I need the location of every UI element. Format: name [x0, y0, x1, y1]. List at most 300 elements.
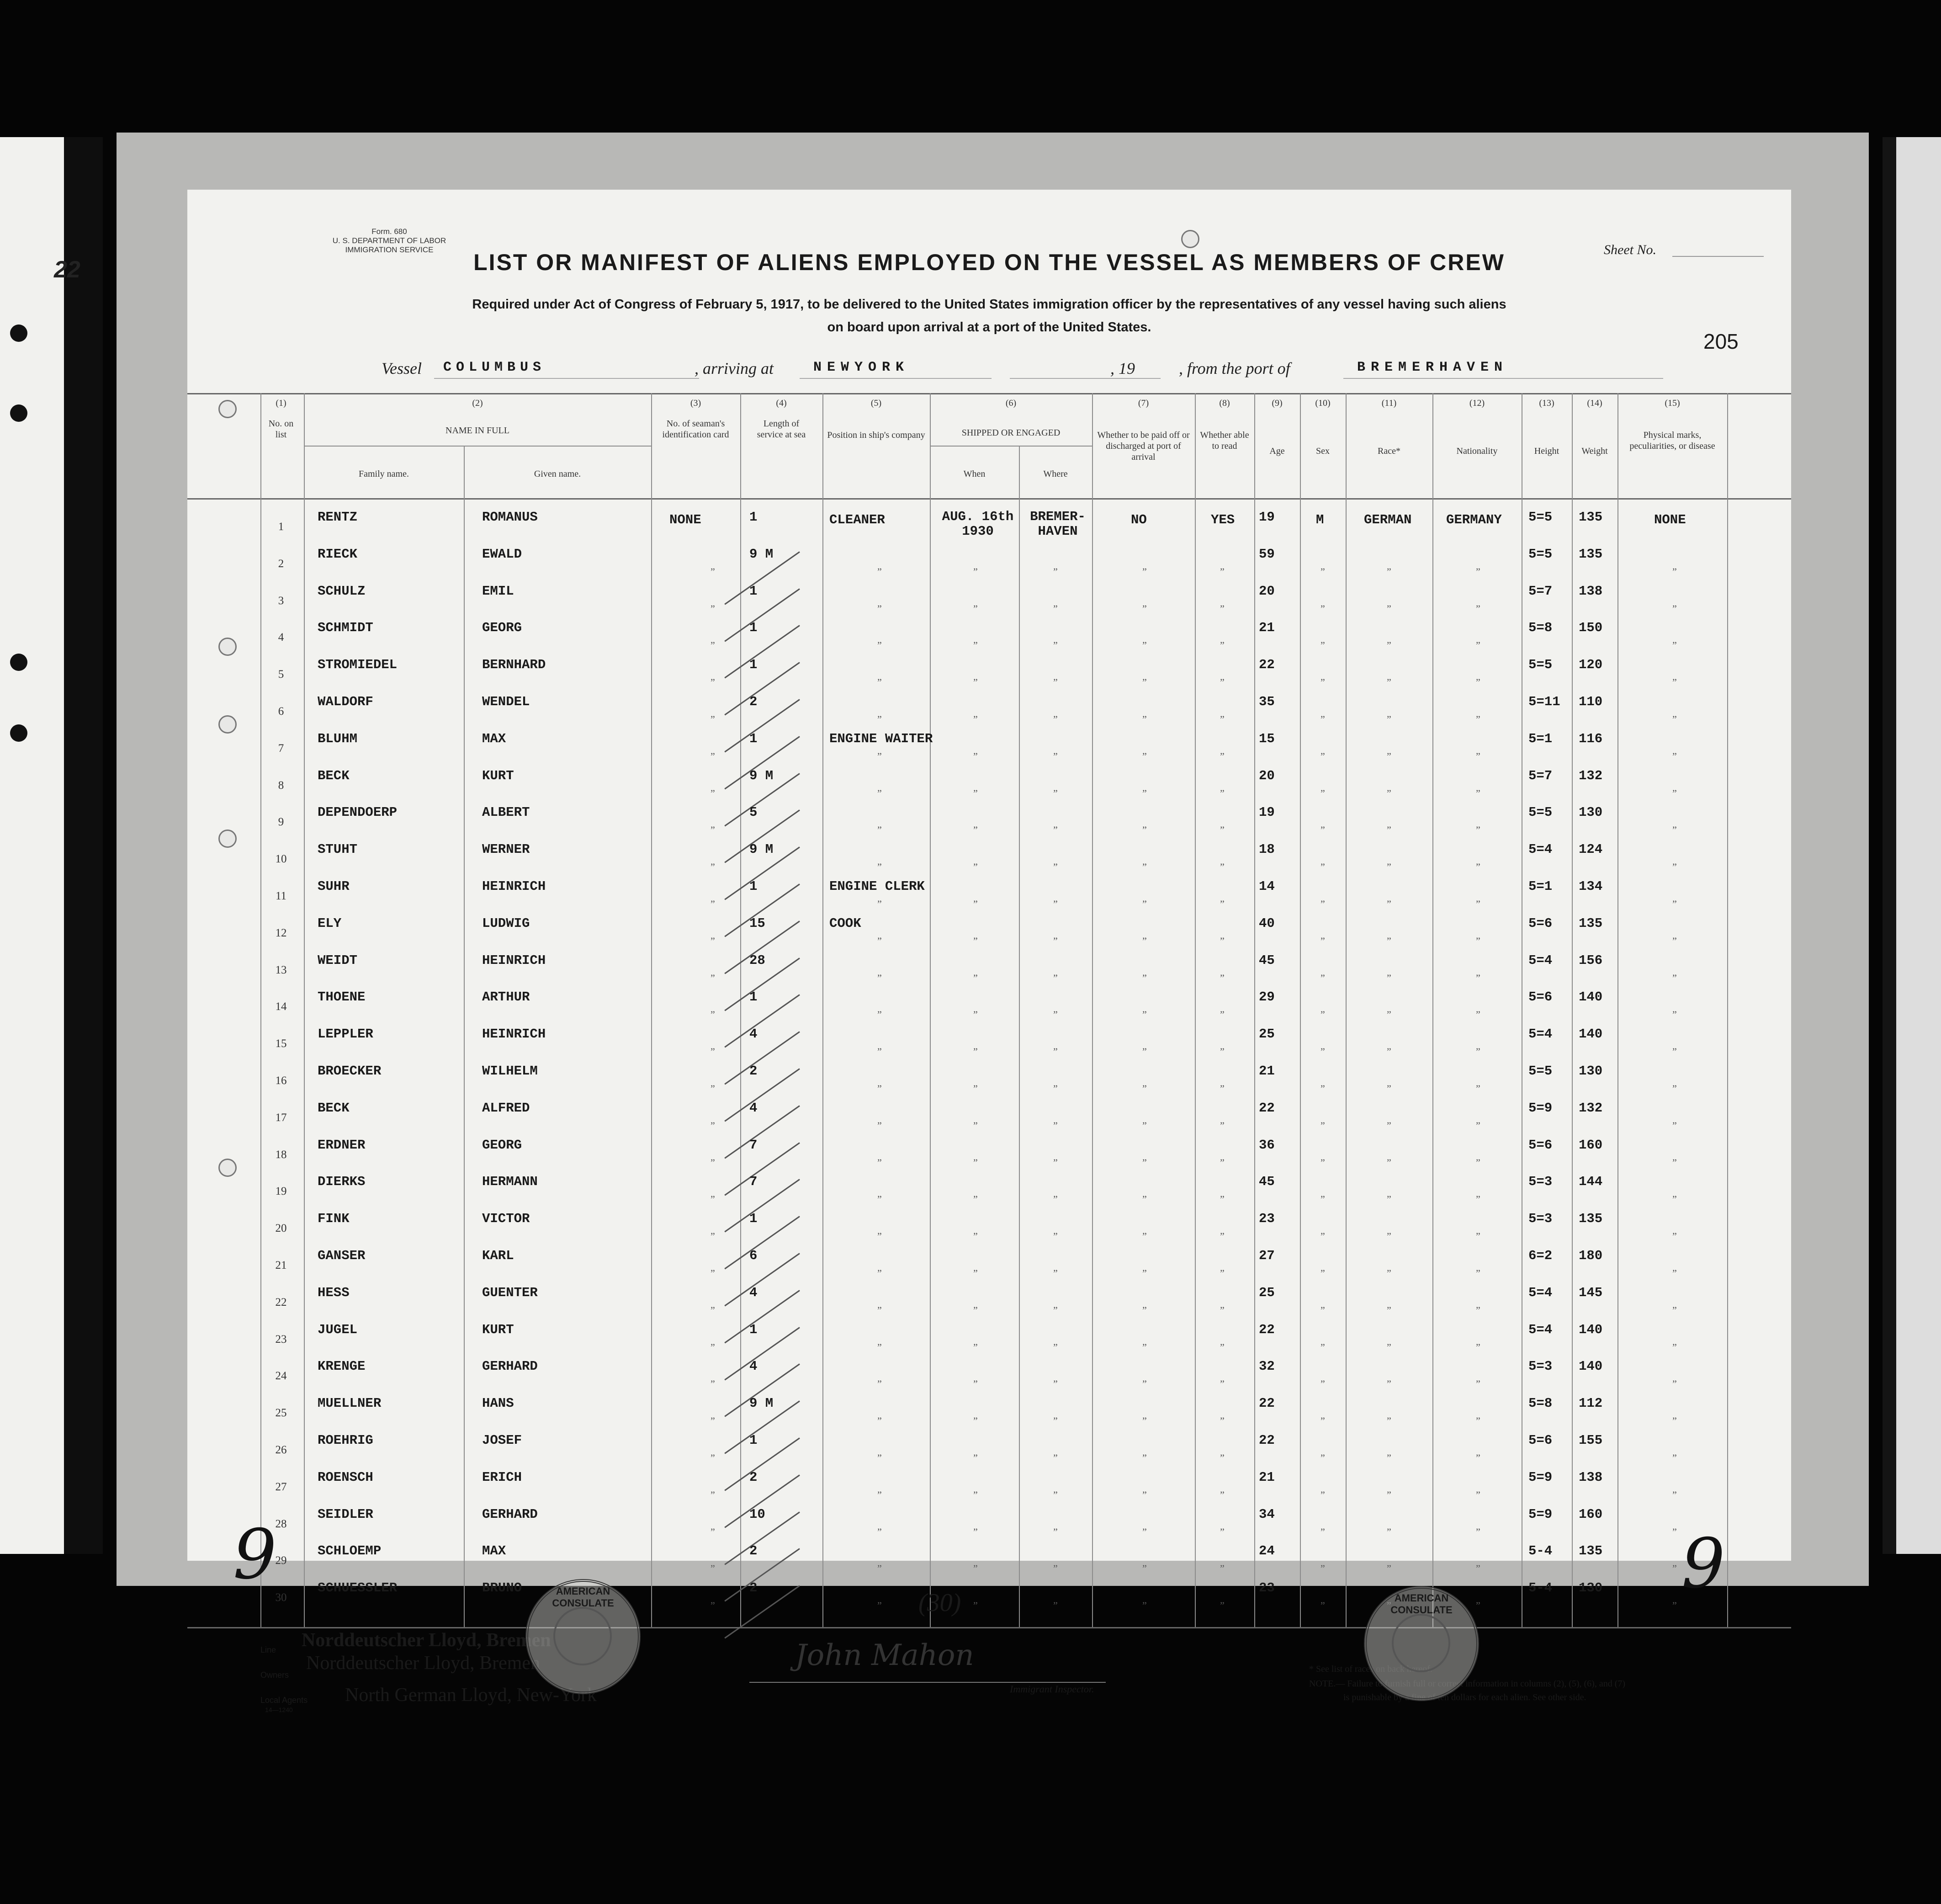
col-num-1: (1) [276, 398, 286, 408]
vessel-name: COLUMBUS [443, 360, 546, 375]
family-name: BECK [318, 1101, 350, 1116]
ditto-mark: „ [1672, 1040, 1677, 1052]
ditto-mark: „ [1476, 745, 1480, 756]
height: 5=1 [1528, 731, 1553, 746]
col-header-able-read: Whether able to read [1200, 430, 1249, 451]
family-name: JUGEL [318, 1322, 358, 1337]
from-port: BREMERHAVEN [1357, 360, 1508, 375]
ditto-mark: „ [1476, 893, 1480, 904]
ditto-mark: „ [877, 1299, 882, 1310]
ditto-mark: „ [711, 1225, 715, 1236]
ditto-mark: „ [711, 745, 715, 756]
family-name: ROENSCH [318, 1470, 373, 1485]
ditto-mark: „ [1053, 1447, 1058, 1458]
family-name: RENTZ [318, 510, 358, 525]
from-port-label: , from the port of [1179, 359, 1290, 378]
ditto-mark: „ [1220, 1447, 1225, 1458]
ditto-mark: „ [1387, 1336, 1391, 1347]
ditto-mark: „ [1476, 1336, 1480, 1347]
height: 5=4 [1528, 1026, 1553, 1042]
ditto-mark: „ [877, 819, 882, 830]
given-name: ARTHUR [482, 989, 530, 1005]
ditto-mark: „ [1220, 782, 1225, 793]
weight: 135 [1579, 547, 1603, 562]
ditto-mark: „ [1387, 597, 1391, 609]
eagle-emblem [553, 1607, 612, 1665]
signature-line [749, 1682, 1106, 1683]
age: 32 [1259, 1359, 1275, 1374]
weight: 132 [1579, 1101, 1603, 1116]
ditto-mark: „ [1387, 560, 1391, 572]
punch-hole [10, 324, 27, 342]
length-of-service: 4 [749, 1026, 758, 1042]
ditto-mark: „ [1672, 930, 1677, 941]
film-margin-right [1883, 137, 1941, 1554]
ditto-mark: „ [1142, 1262, 1147, 1273]
ditto-mark: „ [1053, 1077, 1058, 1089]
ditto-mark: „ [711, 893, 715, 904]
ditto-mark: „ [877, 1188, 882, 1199]
age: 19 [1259, 805, 1275, 820]
ditto-mark: „ [1672, 597, 1677, 609]
ditto-mark: „ [1220, 671, 1225, 682]
ditto-mark: „ [1321, 1557, 1325, 1569]
header-bottom-rule [187, 498, 1791, 500]
ditto-mark: „ [1672, 1594, 1677, 1606]
length-of-service: 2 [749, 1064, 758, 1079]
ditto-mark: „ [1672, 671, 1677, 682]
ditto-mark: „ [711, 708, 715, 719]
crew-count-circled: (30) [918, 1589, 961, 1617]
weight: 138 [1579, 584, 1603, 599]
ditto-mark: „ [877, 782, 882, 793]
ditto-mark: „ [1142, 1299, 1147, 1310]
ditto-mark: „ [1387, 1484, 1391, 1495]
col-header-position: Position in ship's company [827, 430, 925, 440]
ditto-mark: „ [1387, 1262, 1391, 1273]
ditto-mark: „ [1476, 819, 1480, 830]
ditto-mark: „ [1476, 1077, 1480, 1089]
row-number: 13 [275, 964, 287, 976]
length-of-service: 7 [749, 1174, 758, 1189]
age: 25 [1259, 1285, 1275, 1300]
col-header-sex: Sex [1316, 446, 1330, 456]
ditto-mark: „ [1387, 1077, 1391, 1089]
ditto-mark: „ [1387, 893, 1391, 904]
age: 21 [1259, 620, 1275, 635]
ditto-mark: „ [1220, 1151, 1225, 1163]
col-num-12: (12) [1469, 398, 1485, 408]
ditto-mark: „ [711, 1557, 715, 1569]
ditto-mark: „ [711, 671, 715, 682]
ditto-mark: „ [973, 1262, 978, 1273]
ditto-mark: „ [1387, 634, 1391, 645]
column-rule [1346, 393, 1347, 1627]
ditto-mark: „ [1476, 1447, 1480, 1458]
ditto-mark: „ [1672, 1409, 1677, 1421]
ditto-mark: „ [711, 967, 715, 978]
ditto-mark: „ [1220, 1262, 1225, 1273]
height: 5=4 [1528, 842, 1553, 857]
height: 5=11 [1528, 694, 1560, 709]
ditto-mark: „ [1220, 1336, 1225, 1347]
ditto-mark: „ [1220, 708, 1225, 719]
ditto-mark: „ [1476, 1594, 1480, 1606]
ditto-mark: „ [1053, 1372, 1058, 1384]
ditto-mark: „ [1321, 930, 1325, 941]
ditto-mark: „ [1321, 1594, 1325, 1606]
weight: 145 [1579, 1285, 1603, 1300]
given-name: WERNER [482, 842, 530, 857]
ditto-mark: „ [1142, 1151, 1147, 1163]
ditto-mark: „ [973, 634, 978, 645]
ditto-mark: „ [877, 634, 882, 645]
ditto-mark: „ [973, 1336, 978, 1347]
ditto-mark: „ [1321, 1114, 1325, 1126]
row-number: 17 [275, 1112, 287, 1124]
ditto-mark: „ [1220, 597, 1225, 609]
col-header-weight: Weight [1581, 446, 1608, 456]
length-of-service: 9 M [749, 842, 774, 857]
ditto-mark: „ [1321, 1521, 1325, 1532]
ditto-mark: „ [1220, 1521, 1225, 1532]
ditto-mark: „ [1053, 708, 1058, 719]
ditto-mark: „ [1672, 893, 1677, 904]
ditto-mark: „ [711, 819, 715, 830]
given-name: JOSEF [482, 1433, 522, 1448]
ditto-mark: „ [1672, 1484, 1677, 1495]
ditto-mark: „ [1321, 1484, 1325, 1495]
height: 5=4 [1528, 1322, 1553, 1337]
row-number: 12 [275, 927, 287, 939]
height: 5=5 [1528, 547, 1553, 562]
col-num-6: (6) [1005, 398, 1017, 408]
ditto-mark: „ [1142, 1336, 1147, 1347]
ditto-mark: „ [1053, 1557, 1058, 1569]
col-num-5: (5) [870, 398, 882, 408]
given-name: GUENTER [482, 1285, 538, 1300]
column-rule [1572, 393, 1573, 1627]
family-name: ROEHRIG [318, 1433, 373, 1448]
note-line1: NOTE.— Failure to furnish full or correct information in columns (2), (5), (6), and (7) [1309, 1679, 1626, 1689]
family-name: SCHMIDT [318, 620, 373, 635]
ditto-mark: „ [877, 597, 882, 609]
ditto-mark: „ [1142, 1003, 1147, 1015]
height: 5=3 [1528, 1359, 1553, 1374]
family-name: WEIDT [318, 953, 358, 968]
ditto-mark: „ [711, 1409, 715, 1421]
given-name: GEORG [482, 1138, 522, 1153]
length-of-service: 6 [749, 1248, 758, 1263]
row-number: 24 [275, 1370, 287, 1382]
ditto-mark: „ [973, 1557, 978, 1569]
agents-value: North German Lloyd, New-York [345, 1685, 597, 1706]
ditto-mark: „ [1476, 1409, 1480, 1421]
ditto-mark: „ [1220, 1077, 1225, 1089]
row-number: 4 [278, 631, 284, 644]
column-rule [1432, 393, 1433, 1627]
ditto-mark: „ [1672, 967, 1677, 978]
ditto-mark: „ [1321, 1372, 1325, 1384]
family-name: GANSER [318, 1248, 366, 1263]
col-num-13: (13) [1539, 398, 1554, 408]
ditto-mark: „ [1053, 560, 1058, 572]
ditto-mark: „ [877, 856, 882, 867]
length-of-service: 1 [749, 1211, 758, 1226]
ditto-mark: „ [1387, 1114, 1391, 1126]
age: 15 [1259, 731, 1275, 746]
ditto-mark: „ [1672, 1372, 1677, 1384]
ditto-mark: „ [1387, 1151, 1391, 1163]
ditto-mark: „ [1142, 708, 1147, 719]
height: 5=4 [1528, 1285, 1553, 1300]
row-1-nationality: GERMANY [1446, 512, 1502, 527]
length-of-service: 5 [749, 805, 758, 820]
row-number: 2 [278, 558, 284, 570]
ditto-mark: „ [1220, 1003, 1225, 1015]
page-number: 205 [1703, 330, 1739, 353]
family-name: SCHLOEMP [318, 1543, 382, 1558]
ditto-mark: „ [1053, 856, 1058, 867]
handwritten-left-number: 9 [233, 1515, 277, 1595]
ditto-mark: „ [877, 1040, 882, 1052]
ditto-mark: „ [1476, 967, 1480, 978]
length-of-service: 10 [749, 1507, 765, 1522]
arriving-line [800, 378, 992, 379]
given-name: LUDWIG [482, 916, 530, 931]
ditto-mark: „ [1672, 1447, 1677, 1458]
col-header-when: When [963, 469, 986, 479]
ditto-mark: „ [1053, 1225, 1058, 1236]
ditto-mark: „ [1053, 930, 1058, 941]
height: 5=5 [1528, 510, 1553, 525]
film-margin-left [0, 137, 103, 1554]
ditto-mark: „ [1142, 1372, 1147, 1384]
position: ENGINE CLERK [829, 879, 925, 894]
length-of-service: 2 [749, 694, 758, 709]
owners-label: Owners [260, 1670, 289, 1680]
length-of-service: 2 [749, 1470, 758, 1485]
age: 22 [1259, 1322, 1275, 1337]
ditto-mark: „ [1476, 560, 1480, 572]
family-name: SEIDLER [318, 1507, 373, 1522]
from-port-line [1343, 378, 1663, 379]
age: 20 [1259, 768, 1275, 783]
ditto-mark: „ [1672, 1151, 1677, 1163]
col-header-marks: Physical marks, peculiarities, or disease [1629, 430, 1715, 451]
ditto-mark: „ [973, 1409, 978, 1421]
ditto-mark: „ [1142, 671, 1147, 682]
age: 22 [1259, 657, 1275, 672]
position: COOK [829, 916, 861, 931]
row-number: 21 [275, 1259, 287, 1271]
ditto-mark: „ [711, 1262, 715, 1273]
ditto-mark: „ [1053, 1262, 1058, 1273]
ditto-mark: „ [1672, 1299, 1677, 1310]
ditto-mark: „ [1387, 708, 1391, 719]
family-name: ERDNER [318, 1138, 366, 1153]
row-1-marks: NONE [1654, 512, 1686, 527]
inspector-signature: John Mahon [795, 1638, 974, 1672]
date-line [1010, 378, 1161, 379]
given-name: GEORG [482, 620, 522, 635]
ditto-mark: „ [1220, 1484, 1225, 1495]
ditto-mark: „ [1321, 1262, 1325, 1273]
age: 21 [1259, 1064, 1275, 1079]
ditto-mark: „ [1321, 634, 1325, 645]
column-rule [1254, 393, 1255, 1627]
ditto-mark: „ [1387, 1594, 1391, 1606]
ditto-mark: „ [1321, 708, 1325, 719]
age: 59 [1259, 547, 1275, 562]
ditto-mark: „ [973, 1594, 978, 1606]
ditto-mark: „ [1220, 856, 1225, 867]
column-rule [464, 446, 465, 1627]
col-num-11: (11) [1381, 398, 1397, 408]
ditto-mark: „ [877, 1262, 882, 1273]
manifest-sheet [187, 190, 1791, 1713]
ditto-mark: „ [1321, 856, 1325, 867]
ditto-mark: „ [1672, 1077, 1677, 1089]
age: 27 [1259, 1248, 1275, 1263]
given-name: BERNHARD [482, 657, 546, 672]
ditto-mark: „ [1053, 1299, 1058, 1310]
row-number: 11 [275, 890, 287, 902]
given-name: VICTOR [482, 1211, 530, 1226]
ditto-mark: „ [1387, 967, 1391, 978]
weight: 160 [1579, 1507, 1603, 1522]
ditto-mark: „ [1672, 1003, 1677, 1015]
ditto-mark: „ [1387, 1003, 1391, 1015]
adjacent-page-strip [1896, 137, 1941, 1554]
family-name: DEPENDOERP [318, 805, 398, 820]
row-1-race: GERMAN [1364, 512, 1412, 527]
table-top-rule [187, 393, 1791, 394]
family-name: STROMIEDEL [318, 657, 398, 672]
punch-hole [218, 1159, 237, 1177]
ditto-mark: „ [877, 1521, 882, 1532]
age: 18 [1259, 842, 1275, 857]
inspector-label: Immigrant Inspector. [1010, 1683, 1094, 1695]
family-name: RIECK [318, 547, 358, 562]
family-name: SCHULZ [318, 584, 366, 599]
row-number: 27 [275, 1481, 287, 1493]
weight: 180 [1579, 1248, 1603, 1263]
given-name: EMIL [482, 584, 514, 599]
height: 5-4 [1528, 1543, 1553, 1558]
owners-value: Norddeutscher Lloyd, Bremen [306, 1653, 541, 1674]
length-of-service: 4 [749, 1285, 758, 1300]
col-num-2: (2) [472, 398, 483, 408]
col-num-3: (3) [690, 398, 701, 408]
ditto-mark: „ [1476, 597, 1480, 609]
ditto-mark: „ [1672, 819, 1677, 830]
arriving-port: NEWYORK [813, 360, 910, 375]
ditto-mark: „ [1321, 1040, 1325, 1052]
ditto-mark: „ [973, 560, 978, 572]
ditto-mark: „ [877, 1336, 882, 1347]
row-number: 1 [278, 521, 284, 533]
ditto-mark: „ [1142, 1409, 1147, 1421]
column-rule [1727, 393, 1728, 1627]
given-name: WENDEL [482, 694, 530, 709]
ditto-mark: „ [1142, 967, 1147, 978]
height: 5=3 [1528, 1174, 1553, 1189]
col-header-name-in-full: NAME IN FULL [445, 425, 509, 436]
ditto-mark: „ [1142, 597, 1147, 609]
ditto-mark: „ [1142, 560, 1147, 572]
height: 5=5 [1528, 657, 1553, 672]
ditto-mark: „ [877, 560, 882, 572]
manifest-subtitle-line1: Required under Act of Congress of February 5, 1917, to be delivered to the United States immigration officer by the representatives of any vessel having such aliens [472, 297, 1506, 312]
length-of-service: 1 [749, 879, 758, 894]
col-num-14: (14) [1587, 398, 1602, 408]
ditto-mark: „ [1053, 634, 1058, 645]
col-num-15: (15) [1665, 398, 1680, 408]
family-name: DIERKS [318, 1174, 366, 1189]
length-of-service: 7 [749, 1138, 758, 1153]
vessel-line [434, 378, 699, 379]
ditto-mark: „ [1053, 1521, 1058, 1532]
length-of-service: 1 [749, 989, 758, 1005]
weight: 130 [1579, 1580, 1603, 1596]
races-note: * See list of races on back hereof. [1309, 1664, 1432, 1674]
ditto-mark: „ [1321, 1188, 1325, 1199]
family-name: BECK [318, 768, 350, 783]
punch-hole [218, 830, 237, 848]
length-of-service: 15 [749, 916, 765, 931]
ditto-mark: „ [973, 597, 978, 609]
consulate-seal-right [1364, 1586, 1479, 1701]
column-rule [304, 393, 305, 1627]
col-header-id-card: No. of seaman's identification card [662, 419, 729, 440]
ditto-mark: „ [1053, 1594, 1058, 1606]
ditto-mark: „ [711, 1188, 715, 1199]
ditto-mark: „ [1220, 1114, 1225, 1126]
length-of-service: 1 [749, 657, 758, 672]
height: 5=3 [1528, 1211, 1553, 1226]
age: 34 [1259, 1507, 1275, 1522]
ditto-mark: „ [1476, 1521, 1480, 1532]
ditto-mark: „ [711, 597, 715, 609]
ditto-mark: „ [1142, 1077, 1147, 1089]
ditto-mark: „ [1321, 1409, 1325, 1421]
ditto-mark: „ [1142, 856, 1147, 867]
ditto-mark: „ [877, 1594, 882, 1606]
weight: 160 [1579, 1138, 1603, 1153]
ditto-mark: „ [711, 1040, 715, 1052]
ditto-mark: „ [1672, 745, 1677, 756]
height: 5=9 [1528, 1101, 1553, 1116]
given-name: MAX [482, 1543, 506, 1558]
ditto-mark: „ [1476, 1040, 1480, 1052]
footer-rule [187, 1627, 1791, 1628]
family-name: ELY [318, 916, 342, 931]
ditto-mark: „ [877, 1557, 882, 1569]
ditto-mark: „ [1476, 930, 1480, 941]
ditto-mark: „ [877, 671, 882, 682]
manifest-subtitle-line2: on board upon arrival at a port of the United States. [827, 320, 1151, 335]
age: 23 [1259, 1580, 1275, 1596]
ditto-mark: „ [1476, 1299, 1480, 1310]
ditto-mark: „ [1053, 782, 1058, 793]
ditto-mark: „ [877, 967, 882, 978]
length-of-service: 1 [749, 584, 758, 599]
column-rule [1092, 393, 1093, 1627]
ditto-mark: „ [1321, 745, 1325, 756]
ditto-mark: „ [711, 1447, 715, 1458]
ditto-mark: „ [1387, 1557, 1391, 1569]
